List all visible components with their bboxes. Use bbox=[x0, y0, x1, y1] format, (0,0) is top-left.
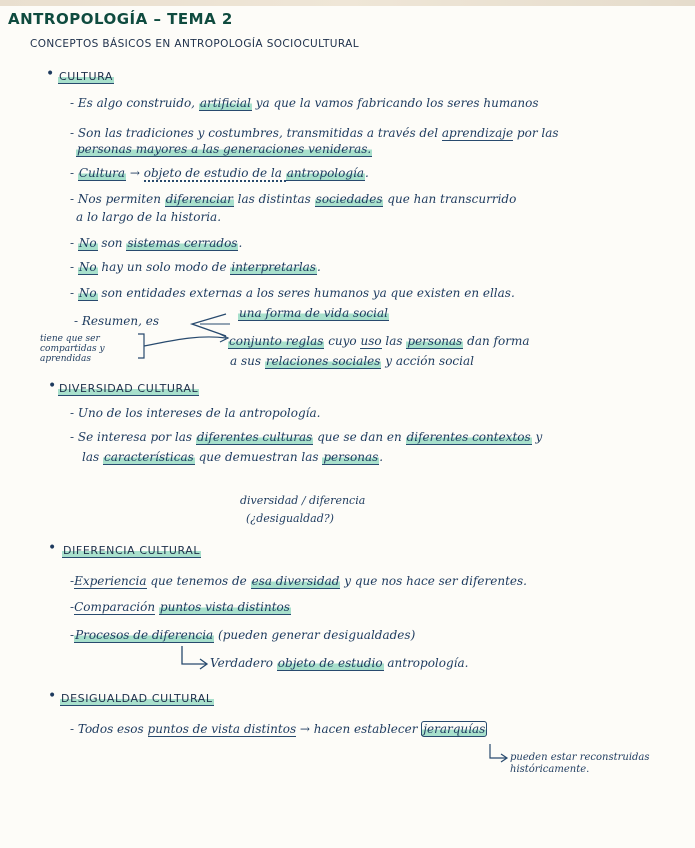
cultura-line-4: - Nos permiten diferenciar las distintas sociedades que han transcurrido bbox=[70, 192, 517, 206]
diferencia-line-2: -Comparación puntos vista distintos bbox=[70, 600, 290, 614]
diversidad-line-3: las características que demuestran las personas. bbox=[82, 450, 384, 464]
bullet: • bbox=[48, 378, 57, 394]
diversidad-line-2: - Se interesa por las diferentes culturas que se dan en diferentes contextos y bbox=[70, 430, 543, 444]
heading-text: CULTURA bbox=[59, 70, 114, 83]
desigualdad-line-1: - Todos esos puntos de vista distintos → hacen establecer jerarquías bbox=[70, 722, 486, 736]
side-note: tiene que ser compartidas y aprendidas bbox=[40, 334, 105, 364]
diversidad-line-1: - Uno de los intereses de la antropología. bbox=[70, 406, 321, 420]
cultura-line-6: - No hay un solo modo de interpretarlas. bbox=[70, 260, 321, 274]
cultura-conjunto-reglas: conjunto reglas cuyo uso las personas dan forma bbox=[229, 334, 530, 348]
page-subtitle: CONCEPTOS BÁSICOS EN ANTROPOLOGÍA SOCIOCULTURAL bbox=[30, 38, 359, 50]
side-note-arrow bbox=[136, 330, 236, 366]
section-heading-diferencia: DIFERENCIA CULTURAL bbox=[63, 544, 201, 557]
cultura-line-2: - Son las tradiciones y costumbres, transmitidas a través del aprendizaje por las bbox=[70, 126, 559, 140]
diferencia-line-1: -Experiencia que tenemos de esa diversidad y que nos hace ser diferentes. bbox=[70, 574, 527, 588]
bullet: • bbox=[48, 540, 57, 556]
diferencia-line-3: -Procesos de diferencia (pueden generar desigualdades) bbox=[70, 628, 416, 642]
cultura-line-3: - Cultura → objeto de estudio de la antropología. bbox=[70, 166, 369, 180]
section-heading-cultura bbox=[58, 70, 114, 83]
cultura-resumen: - Resumen, es bbox=[74, 314, 159, 328]
cultura-line-1: - Es algo construido, artificial ya que la vamos fabricando los seres humanos bbox=[70, 96, 539, 110]
section-heading-diversidad: DIVERSIDAD CULTURAL bbox=[59, 382, 199, 395]
diversidad-center-2: (¿desigualdad?) bbox=[246, 512, 334, 525]
cultura-line-4b: a lo largo de la historia. bbox=[76, 210, 222, 224]
cultura-line-5: - No son sistemas cerrados. bbox=[70, 236, 243, 250]
page-title: ANTROPOLOGÍA – TEMA 2 bbox=[8, 10, 233, 28]
cultura-relaciones: a sus relaciones sociales y acción social bbox=[230, 354, 474, 368]
cultura-line-7: - No son entidades externas a los seres humanos ya que existen en ellas. bbox=[70, 286, 515, 300]
cultura-line-2b: personas mayores a las generaciones venideras. bbox=[77, 142, 372, 156]
bullet: • bbox=[46, 66, 55, 82]
bullet: • bbox=[48, 688, 57, 704]
diferencia-line-4: Verdadero objeto de estudio antropología. bbox=[210, 656, 469, 670]
diversidad-center-1: diversidad / diferencia bbox=[240, 494, 366, 507]
desigualdad-note: pueden estar reconstruidas históricamente. bbox=[510, 752, 650, 775]
cultura-forma-vida: una forma de vida social bbox=[239, 306, 388, 320]
section-heading-desigualdad: DESIGUALDAD CULTURAL bbox=[61, 692, 213, 705]
page-top-edge bbox=[0, 0, 695, 6]
